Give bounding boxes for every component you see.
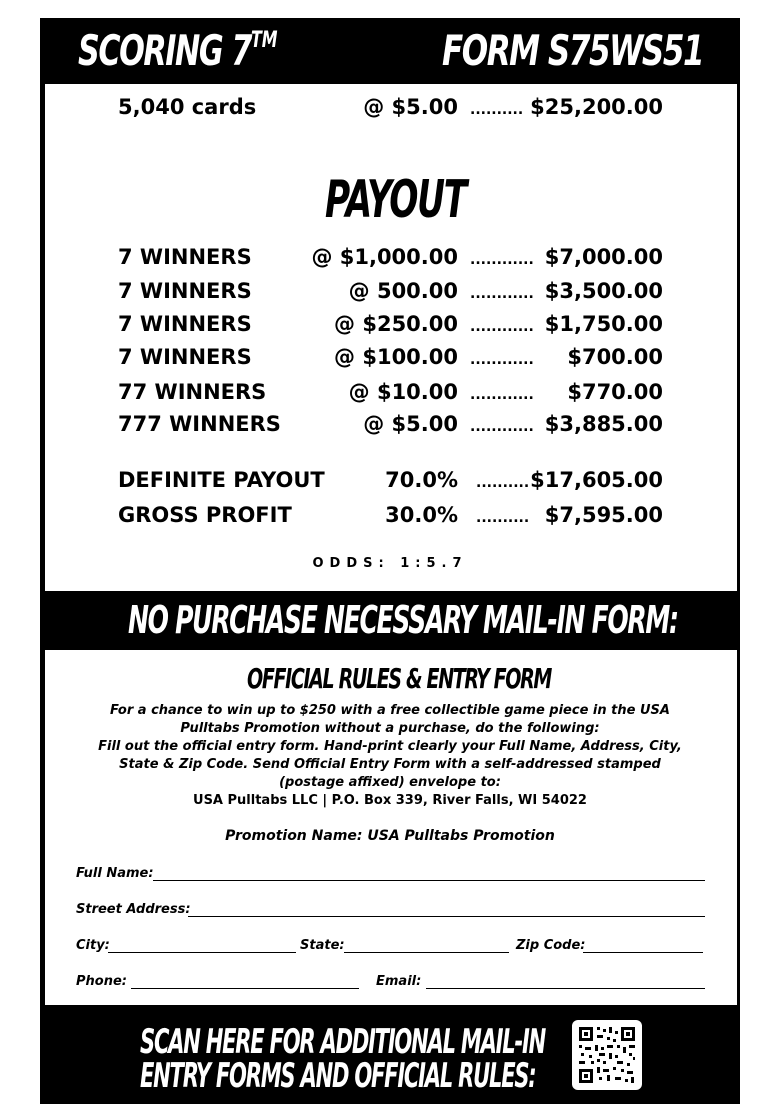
form-number: FORM S75WS51 [442,26,704,75]
payout-row [118,312,663,338]
mailing-address: USA Pulltabs LLC | P.O. Box 339, River Falls, WI 54022 [193,793,587,808]
phone-label: Phone: [76,974,127,989]
full-name-line[interactable] [153,880,705,881]
winner-count: 7 WINNERS [118,245,252,269]
leader-dots: ............ [470,252,534,268]
card-price: @ $5.00 [363,95,458,119]
prize-total: $7,000.00 [544,245,663,269]
leader-dots: ............ [470,419,534,435]
prize-each: @ 500.00 [348,279,458,303]
gross-profit-label: GROSS PROFIT [118,503,292,527]
winner-count: 7 WINNERS [118,279,252,303]
payout-row [118,345,663,371]
leader-dots: .......... [470,102,524,118]
leader-dots: .......... [476,510,530,526]
prize-total: $3,885.00 [544,412,663,436]
winner-count: 7 WINNERS [118,312,252,336]
definite-payout-row [118,468,663,494]
rules-title: OFFICIAL RULES & ENTRY FORM [247,662,552,695]
gross-profit-total: $7,595.00 [544,503,663,527]
trademark-mark: TM [250,28,278,53]
prize-total: $700.00 [567,345,663,369]
payout-row [118,279,663,305]
leader-dots: .......... [476,475,530,491]
email-line[interactable] [426,988,705,989]
prize-each: @ $1,000.00 [311,245,458,269]
rules-text [90,702,690,810]
prize-total: $3,500.00 [544,279,663,303]
gross-profit-row [118,503,663,529]
definite-payout-total: $17,605.00 [530,468,663,492]
prize-total: $1,750.00 [544,312,663,336]
leader-dots: ............ [470,319,534,335]
leader-dots: ............ [470,352,534,368]
payout-row [118,245,663,271]
street-address-line[interactable] [188,916,705,917]
prize-each: @ $5.00 [363,412,458,436]
payout-title: PAYOUT [325,170,466,230]
zip-code-line[interactable] [583,952,703,953]
game-title: SCORING 7™ [78,26,278,75]
rules-paragraph: Fill out the official entry form. Hand-print clearly your Full Name, Address, City, State & Zip Code. Send Official Entry Form with a self-addressed stamped (postage affixed) envelope to: [98,739,682,790]
zip-code-label: Zip Code: [516,938,586,953]
street-address-label: Street Address: [76,902,191,917]
card-count: 5,040 cards [118,95,257,119]
prize-total: $770.00 [567,380,663,404]
city-line[interactable] [108,952,296,953]
prize-each: @ $100.00 [334,345,458,369]
email-label: Email: [376,974,422,989]
scan-text-line-2: ENTRY FORMS AND OFFICIAL RULES: [140,1056,536,1096]
mail-in-banner: NO PURCHASE NECESSARY MAIL-IN FORM: [128,598,678,642]
definite-payout-percent: 70.0% [385,468,458,492]
winner-count: 77 WINNERS [118,380,267,404]
full-name-label: Full Name: [76,866,154,881]
payout-row [118,412,663,438]
state-label: State: [300,938,345,953]
winner-count: 777 WINNERS [118,412,281,436]
qr-code-icon[interactable] [572,1020,642,1090]
scan-text-line-1: SCAN HERE FOR ADDITIONAL MAIL-IN [140,1022,546,1062]
definite-payout-label: DEFINITE PAYOUT [118,468,325,492]
gross-profit-percent: 30.0% [385,503,458,527]
deal-total: $25,200.00 [530,95,663,119]
winner-count: 7 WINNERS [118,345,252,369]
leader-dots: ............ [470,387,534,403]
leader-dots: ............ [470,286,534,302]
odds-text: ODDS: 1:5.7 [312,556,468,571]
phone-line[interactable] [131,988,359,989]
state-line[interactable] [344,952,509,953]
promotion-name: Promotion Name: USA Pulltabs Promotion [225,828,555,844]
prize-each: @ $10.00 [348,380,458,404]
deal-row [118,95,663,121]
payout-row [118,380,663,406]
rules-paragraph: For a chance to win up to $250 with a free collectible game piece in the USA Pulltabs Promotion without a purchase, do the following: [110,703,670,736]
city-label: City: [76,938,110,953]
prize-each: @ $250.00 [334,312,458,336]
